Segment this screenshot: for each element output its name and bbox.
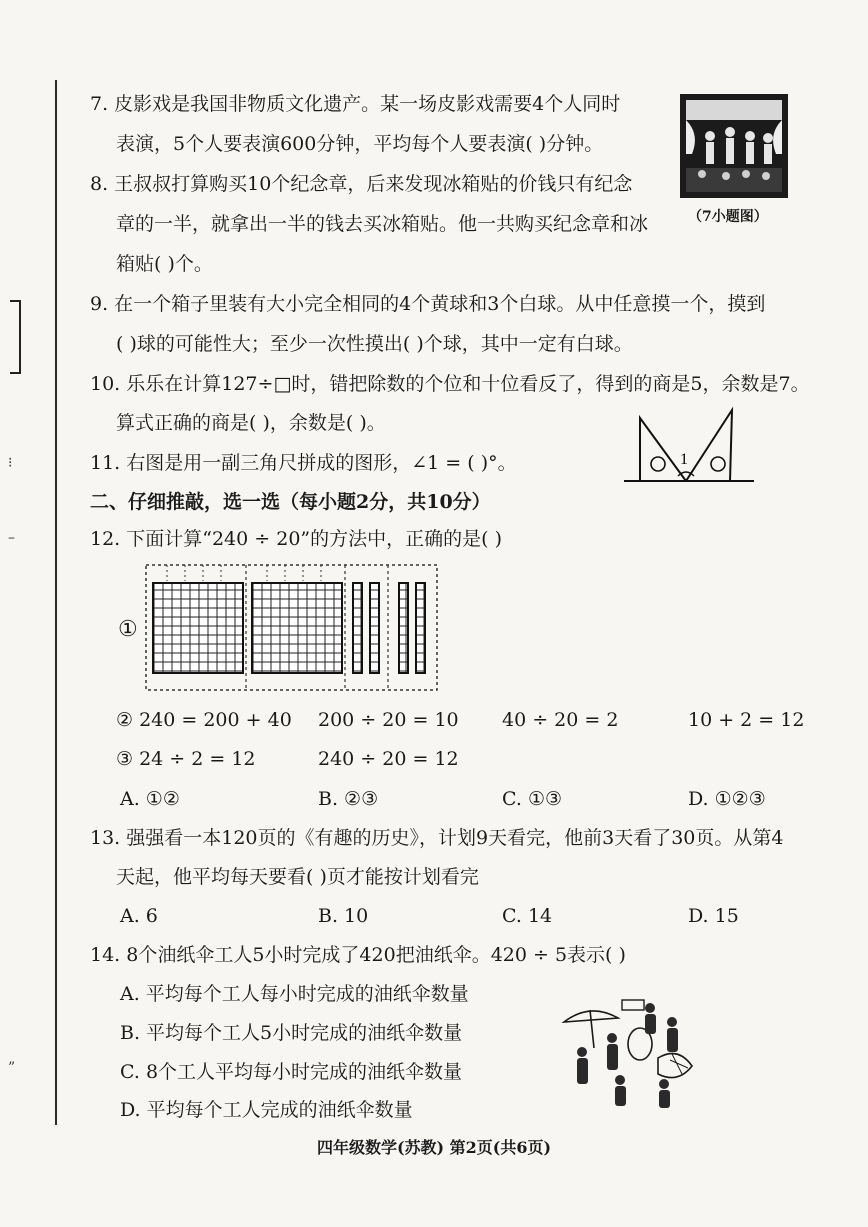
q12-method2-step1: ② 240 = 200 + 40 xyxy=(116,709,292,731)
q7-line1: 7. 皮影戏是我国非物质文化遗产。某一场皮影戏需要4个人同时 xyxy=(90,93,621,115)
shadow-puppet-image xyxy=(680,94,788,202)
q12-method3-step1: ③ 24 ÷ 2 = 12 xyxy=(116,748,256,770)
q12-method2-step2: 200 ÷ 20 = 10 xyxy=(318,709,459,731)
q13-line1: 13. 强强看一本120页的《有趣的历史》，计划9天看完，他前3天看了30页。从第4 xyxy=(90,827,784,849)
q12-method1-label: ① xyxy=(118,617,138,642)
triangle-rulers-figure xyxy=(622,406,756,490)
q14-stem: 14. 8个油纸伞工人5小时完成了420把油纸伞。420 ÷ 5表示( ) xyxy=(90,944,626,966)
q11-line1: 11. 右图是用一副三角尺拼成的图形，∠1 = ( )°。 xyxy=(90,452,517,474)
q9-line1: 9. 在一个箱子里装有大小完全相同的4个黄球和3个白球。从中任意摸一个，摸到 xyxy=(90,293,766,315)
q7-figure-caption: （7小题图） xyxy=(688,209,768,225)
q10-line2: 算式正确的商是( )，余数是( )。 xyxy=(116,412,386,434)
margin-rule xyxy=(55,80,57,1125)
section2-heading: 二、仔细推敲，选一选（每小题2分，共10分） xyxy=(90,491,491,513)
q13-option-a[interactable]: A. 6 xyxy=(120,905,158,927)
margin-mark: – xyxy=(8,530,15,546)
q9-line2: ( )球的可能性大；至少一次性摸出( )个球，其中一定有白球。 xyxy=(116,333,633,355)
q12-method2-step3: 40 ÷ 20 = 2 xyxy=(502,709,619,731)
angle-label: 1 xyxy=(680,451,688,468)
q13-option-b[interactable]: B. 10 xyxy=(318,905,369,927)
q8-line3: 箱贴( )个。 xyxy=(116,253,213,275)
q12-option-c[interactable]: C. ①③ xyxy=(502,788,563,810)
q10-line1: 10. 乐乐在计算127÷□时，错把除数的个位和十位看反了，得到的商是5，余数是7。 xyxy=(90,373,810,395)
margin-mark: ⁝ xyxy=(8,455,13,471)
q14-option-d[interactable]: D. 平均每个工人完成的油纸伞数量 xyxy=(120,1099,413,1121)
base-ten-blocks-figure xyxy=(145,563,439,697)
q12-option-d[interactable]: D. ①②③ xyxy=(688,788,766,810)
q7-line2: 表演，5个人要表演600分钟，平均每个人要表演( )分钟。 xyxy=(116,133,604,155)
margin-mark: ” xyxy=(8,1060,16,1076)
q12-option-b[interactable]: B. ②③ xyxy=(318,788,379,810)
q13-line2: 天起，他平均每天要看( )页才能按计划看完 xyxy=(116,866,479,888)
umbrella-workers-image xyxy=(560,988,700,1116)
q13-option-d[interactable]: D. 15 xyxy=(688,905,739,927)
q12-stem: 12. 下面计算“240 ÷ 20”的方法中，正确的是( ) xyxy=(90,528,502,550)
q8-line1: 8. 王叔叔打算购买10个纪念章，后来发现冰箱贴的价钱只有纪念 xyxy=(90,173,633,195)
q12-method3-step2: 240 ÷ 20 = 12 xyxy=(318,748,459,770)
q12-option-a[interactable]: A. ①② xyxy=(120,788,180,810)
page-footer: 四年级数学(苏教) 第2页(共6页) xyxy=(316,1138,552,1157)
q12-method2-step4: 10 + 2 = 12 xyxy=(688,709,805,731)
q13-option-c[interactable]: C. 14 xyxy=(502,905,553,927)
q8-line2: 章的一半，就拿出一半的钱去买冰箱贴。他一共购买纪念章和冰 xyxy=(116,213,649,235)
q14-option-b[interactable]: B. 平均每个工人5小时完成的油纸伞数量 xyxy=(120,1022,463,1044)
q14-option-a[interactable]: A. 平均每个工人每小时完成的油纸伞数量 xyxy=(120,983,469,1005)
binding-bracket xyxy=(10,300,21,374)
q14-option-c[interactable]: C. 8个工人平均每小时完成的油纸伞数量 xyxy=(120,1061,463,1083)
